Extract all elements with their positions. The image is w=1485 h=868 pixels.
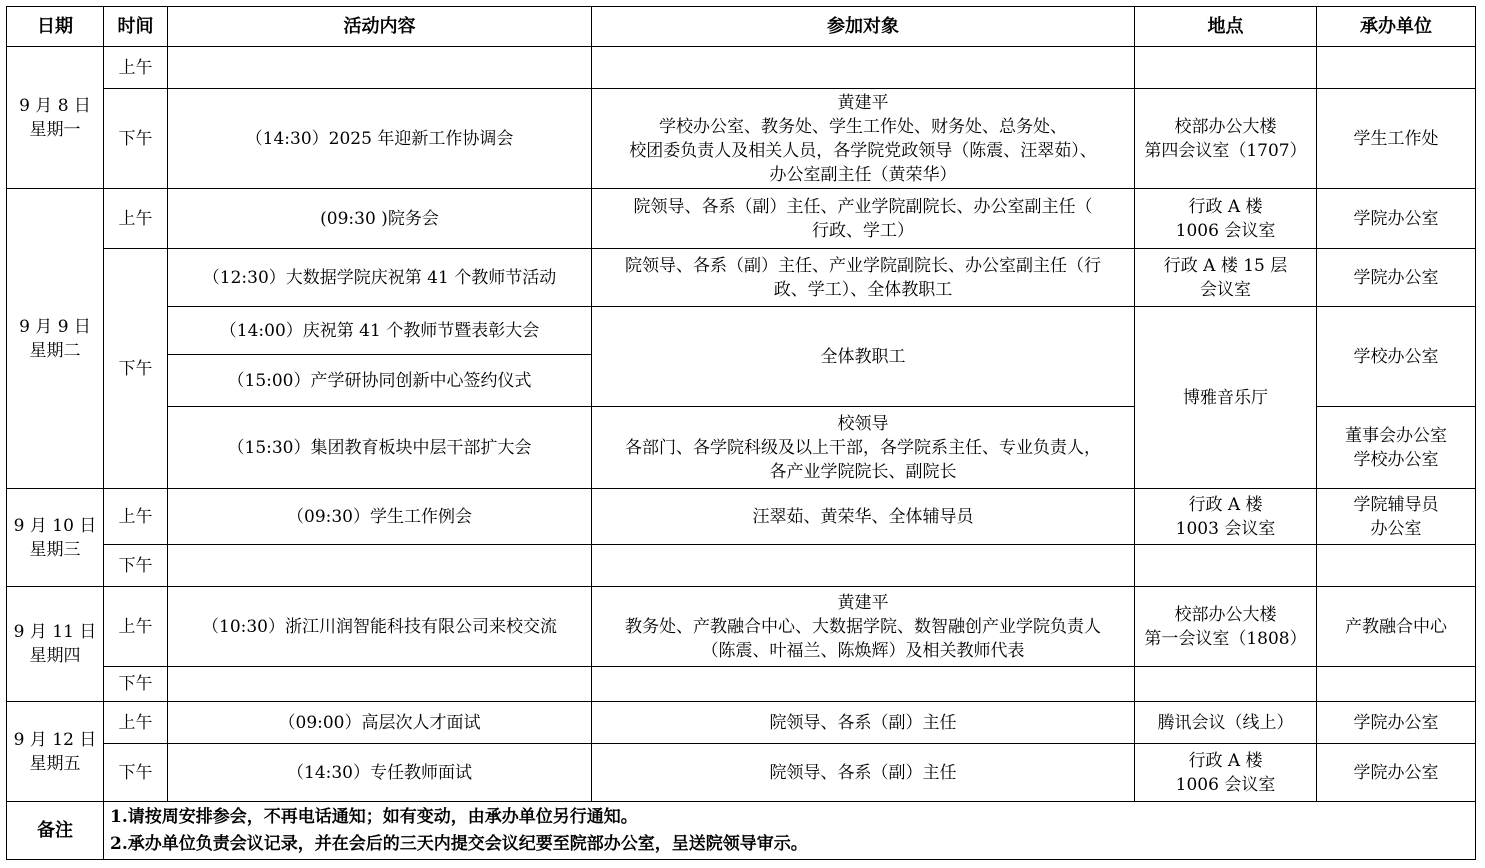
location-cell: 腾讯会议（线上） (1135, 702, 1317, 744)
header-row (7, 7, 1476, 47)
activity-cell: （14:00）庆祝第 41 个教师节暨表彰大会 (168, 307, 592, 355)
host-line: 学校办公室 (1353, 449, 1439, 470)
time-cell: 下午 (104, 744, 168, 802)
activity-cell: （14:30）2025 年迎新工作协调会 (168, 89, 592, 189)
activity-cell: （10:30）浙江川润智能科技有限公司来校交流 (168, 587, 592, 667)
participants-cell (592, 89, 1135, 189)
location-cell: 博雅音乐厅 (1135, 307, 1317, 489)
activity-cell (168, 47, 592, 89)
participants-line: 办公室副主任（黄荣华） (769, 164, 957, 185)
weekly-schedule-table (6, 6, 1476, 860)
date-cell (7, 47, 104, 189)
header-participants: 参加对象 (592, 7, 1135, 47)
activity-cell: （15:30）集团教育板块中层干部扩大会 (168, 407, 592, 489)
location-cell (1135, 667, 1317, 702)
activity-cell: （12:30）大数据学院庆祝第 41 个教师节活动 (168, 249, 592, 307)
time-cell: 上午 (104, 702, 168, 744)
location-line: 校部办公大楼 (1174, 604, 1277, 625)
location-line: 行政 A 楼 (1188, 494, 1263, 515)
header-date: 日期 (7, 7, 104, 47)
table-row (7, 249, 1476, 307)
activity-cell (168, 667, 592, 702)
time-cell: 上午 (104, 489, 168, 545)
location-cell (1135, 189, 1317, 249)
host-cell: 学生工作处 (1317, 89, 1476, 189)
activity-cell: （14:30）专任教师面试 (168, 744, 592, 802)
host-cell: 学院办公室 (1317, 249, 1476, 307)
participants-cell (592, 587, 1135, 667)
location-cell (1135, 744, 1317, 802)
table-row (7, 545, 1476, 587)
time-cell: 上午 (104, 587, 168, 667)
time-cell: 上午 (104, 189, 168, 249)
participants-line: 学校办公室、教务处、学生工作处、财务处、总务处、 (659, 116, 1067, 137)
location-line: 1006 会议室 (1175, 774, 1276, 795)
location-line: 1003 会议室 (1175, 518, 1276, 539)
weekday-text: 星期四 (29, 646, 81, 666)
participants-line: 政、学工）、全体教职工 (773, 279, 953, 300)
header-location: 地点 (1135, 7, 1317, 47)
header-time: 时间 (104, 7, 168, 47)
participants-line: 各部门、各学院科级及以上干部，各学院系主任、专业负责人， (625, 437, 1101, 458)
activity-cell (168, 545, 592, 587)
host-cell (1317, 545, 1476, 587)
table-row (7, 47, 1476, 89)
table-row (7, 89, 1476, 189)
activity-cell: （15:00）产学研协同创新中心签约仪式 (168, 355, 592, 407)
participants-line: 校团委负责人及相关人员，各学院党政领导（陈震、汪翠茹）、 (629, 140, 1097, 161)
participants-cell (592, 667, 1135, 702)
table-row (7, 489, 1476, 545)
header-host: 承办单位 (1317, 7, 1476, 47)
location-cell (1135, 489, 1317, 545)
host-cell: 学院办公室 (1317, 744, 1476, 802)
participants-cell (592, 249, 1135, 307)
location-cell (1135, 89, 1317, 189)
table-row (7, 587, 1476, 667)
schedule-wrapper (6, 6, 1476, 860)
participants-line: 院领导、各系（副）主任、产业学院副院长、办公室副主任（行 (625, 255, 1101, 276)
notes-line: 1.请按周安排参会，不再电话通知；如有变动，由承办单位另行通知。 (110, 806, 638, 827)
date-text: 9 月 9 日 (19, 316, 91, 337)
location-line: 1006 会议室 (1175, 220, 1276, 241)
participants-cell (592, 189, 1135, 249)
host-cell: 产教融合中心 (1317, 587, 1476, 667)
host-cell: 学校办公室 (1317, 307, 1476, 407)
participants-line: （陈震、叶福兰、陈焕辉）及相关教师代表 (701, 640, 1025, 661)
location-cell (1135, 587, 1317, 667)
table-row (7, 189, 1476, 249)
date-cell (7, 587, 104, 702)
participants-line: 院领导、各系（副）主任、产业学院副院长、办公室副主任（ (633, 196, 1093, 217)
notes-line: 2.承办单位负责会议记录，并在会后的三天内提交会议纪要至院部办公室，呈送院领导审示。 (110, 833, 808, 854)
participants-line: 黄建平 (837, 592, 889, 613)
participants-cell (592, 407, 1135, 489)
weekday-text: 星期一 (29, 119, 81, 140)
location-line: 第四会议室（1707） (1144, 140, 1307, 161)
participants-cell: 汪翠茹、黄荣华、全体辅导员 (592, 489, 1135, 545)
host-cell: 学院办公室 (1317, 702, 1476, 744)
notes-content (104, 802, 1476, 860)
activity-cell: (09:30 )院务会 (168, 189, 592, 249)
participants-cell (592, 47, 1135, 89)
location-line: 第一会议室（1808） (1144, 628, 1307, 649)
time-cell: 下午 (104, 545, 168, 587)
table-row (7, 744, 1476, 802)
notes-row (7, 802, 1476, 860)
participants-cell: 全体教职工 (592, 307, 1135, 407)
weekday-text: 星期二 (29, 340, 81, 361)
location-line: 行政 A 楼 (1188, 750, 1263, 771)
location-cell (1135, 47, 1317, 89)
host-cell (1317, 667, 1476, 702)
host-line: 董事会办公室 (1345, 425, 1447, 446)
table-row (7, 307, 1476, 355)
participants-cell (592, 545, 1135, 587)
location-line: 会议室 (1200, 279, 1251, 300)
participants-line: 各产业学院院长、副院长 (769, 461, 957, 482)
time-cell: 下午 (104, 667, 168, 702)
participants-line: 教务处、产教融合中心、大数据学院、数智融创产业学院负责人 (625, 616, 1101, 637)
weekday-text: 星期五 (29, 753, 81, 774)
date-text: 9 月 11 日 (13, 622, 97, 642)
activity-cell: （09:30）学生工作例会 (168, 489, 592, 545)
date-cell (7, 189, 104, 489)
date-text: 9 月 8 日 (19, 95, 91, 116)
location-line: 校部办公大楼 (1174, 116, 1277, 137)
table-row (7, 667, 1476, 702)
host-line: 学院辅导员 (1353, 494, 1439, 515)
host-cell (1317, 489, 1476, 545)
participants-cell: 院领导、各系（副）主任 (592, 702, 1135, 744)
notes-label: 备注 (7, 802, 104, 860)
participants-line: 校领导 (837, 413, 889, 434)
date-text: 9 月 10 日 (13, 515, 97, 536)
table-row (7, 702, 1476, 744)
date-text: 9 月 12 日 (13, 729, 97, 750)
time-cell: 下午 (104, 249, 168, 489)
location-cell (1135, 545, 1317, 587)
host-line: 办公室 (1370, 518, 1422, 539)
date-cell (7, 489, 104, 587)
date-cell (7, 702, 104, 802)
activity-cell: （09:00）高层次人才面试 (168, 702, 592, 744)
location-line: 行政 A 楼 15 层 (1163, 255, 1288, 276)
location-cell (1135, 249, 1317, 307)
weekday-text: 星期三 (29, 539, 81, 560)
time-cell: 上午 (104, 47, 168, 89)
time-cell: 下午 (104, 89, 168, 189)
participants-line: 行政、学工） (812, 220, 914, 241)
host-cell (1317, 47, 1476, 89)
location-line: 行政 A 楼 (1188, 196, 1263, 217)
header-activity: 活动内容 (168, 7, 592, 47)
participants-cell: 院领导、各系（副）主任 (592, 744, 1135, 802)
participants-line: 黄建平 (837, 92, 889, 113)
host-cell: 学院办公室 (1317, 189, 1476, 249)
host-cell (1317, 407, 1476, 489)
